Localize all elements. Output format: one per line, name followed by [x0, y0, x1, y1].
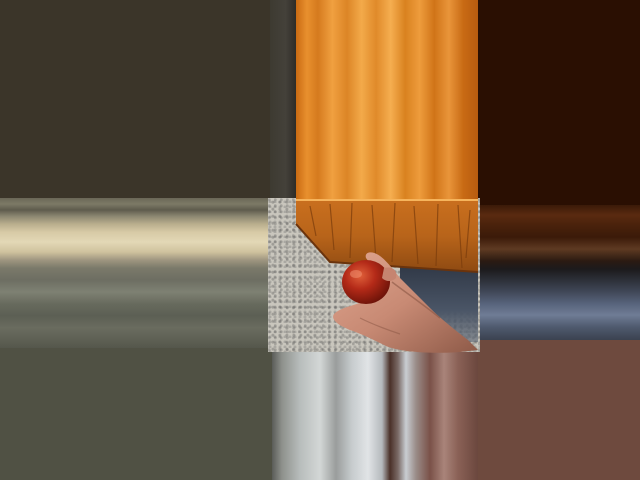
apple: [342, 260, 390, 304]
